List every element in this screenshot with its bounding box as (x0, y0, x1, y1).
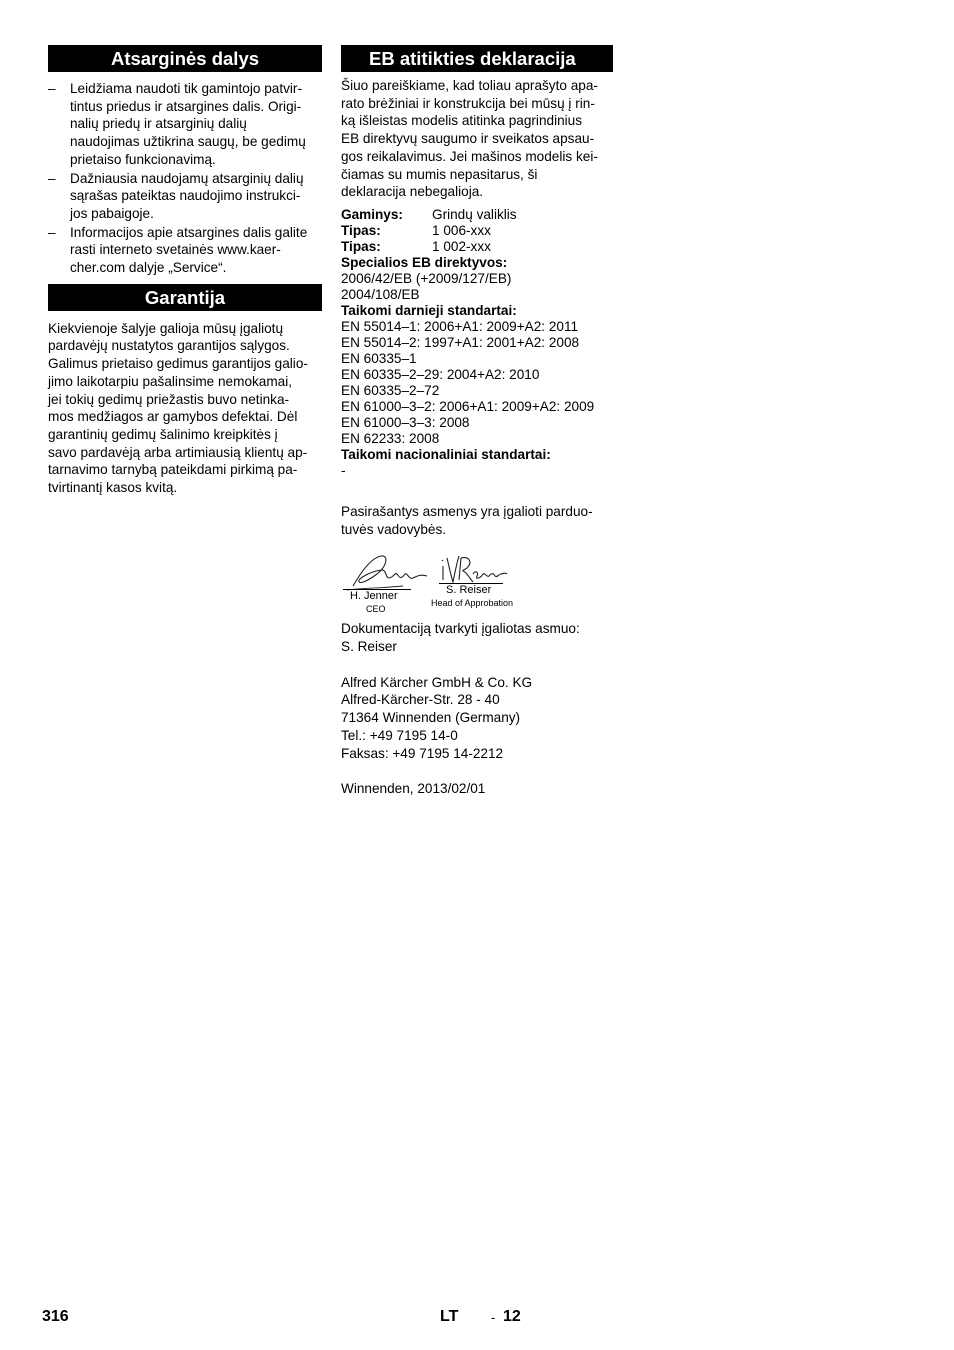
dash-bullet: – (48, 81, 56, 96)
section-page-number: 12 (503, 1308, 521, 1325)
product-details (341, 207, 613, 255)
type-row: Tipas: 1 002-xxx (341, 238, 491, 254)
signer-role: Head of Approbation (431, 598, 514, 609)
directives-block: Specialios EB direktyvos: 2006/42/EB (+2009/127/EB) 2004/108/EB (341, 254, 512, 302)
warranty-heading: Garantija (48, 284, 322, 311)
warranty-text: Kiekvienoje šalyje galioja mūsų įgaliotų pardavėjų nustatytos garantijos sąlygos. Galimus prietaiso gedimus garantijos galio- jimo laikotarpiu pašalinsime nemokamai, jei tokių gedimų priežastis buvo netinka- mos medžiagos ar gamybos defektai. Dėl garantinių gedimų šalinimo kreipkitės į savo pardavėją arba artimiausią klientų ap- tarnavimo tarnybą pateikdami pirkimą pa- tvirtinantį kasos kvitą. (48, 320, 308, 496)
spare-parts-heading: Atsarginės dalys (48, 45, 322, 72)
left-column (48, 45, 322, 497)
right-column (341, 45, 613, 798)
product-row: Gaminys: Grindų valiklis (341, 206, 517, 222)
signatures (341, 552, 613, 618)
signer-name: H. Jenner (350, 590, 398, 603)
harmonised-standards-block: Taikomi darnieji standartai: EN 55014–1: 2006+A1: 2009+A2: 2011 EN 55014–2: 1997+A1: 2001+A2: 2008 EN 60335–1 EN 60335–2–29: 2004+A2: 2010 EN 60335–2–72 EN 61000–3–2: 2006+A1: 2009+A2: 2009 EN 61000–3–3: 2008 EN 62233: 2008 (341, 302, 595, 446)
list-item: – Leidžiama naudoti tik gamintojo patvir- tintus priedus ir atsargines dalis. Origi- nalių priedų ir atsarginių dalių naudojimas užtikrina saugų, be gedimų prietaiso funkcionavimą. (48, 81, 306, 167)
signatories-note: Pasirašantys asmenys yra įgalioti parduo- tuvės vadovybės. (341, 503, 593, 537)
ec-declaration-heading: EB atitikties deklaracija (341, 45, 613, 72)
place-date: Winnenden, 2013/02/01 (341, 781, 486, 797)
signer-role: CEO (366, 604, 386, 615)
documentation-officer: Dokumentaciją tvarkyti įgaliotas asmuo: S. Reiser (341, 621, 580, 655)
list-item: – Dažniausia naudojamų atsarginių dalių sąrašas pateiktas naudojimo instrukci- jos pabaigoje. (48, 170, 304, 221)
type-row: Tipas: 1 006-xxx (341, 222, 491, 238)
page-number: 316 (42, 1308, 69, 1325)
company-address: Alfred Kärcher GmbH & Co. KG Alfred-Kärcher-Str. 28 - 40 71364 Winnenden (Germany) Tel.: +49 7195 14-0 Faksas: +49 7195 14-2212 (341, 674, 533, 761)
dash-bullet: – (48, 224, 56, 240)
spare-parts-list (48, 80, 322, 277)
declaration-intro: Šiuo pareiškiame, kad toliau aprašyto apa- rato brėžiniai ir konstrukcija bei mūsų į rin- ką išleistas modelis atitinka pagrindinius EB direktyvų saugumo ir sveikatos apsau- gos reikalavimus. Jei mašinos modelis kei- čiamas su mumis nepasitarus, ši deklaracija nebegalioja. (341, 78, 598, 200)
signature-jenner-image (343, 552, 433, 594)
signer-name: S. Reiser (446, 584, 492, 597)
national-standards-block: Taikomi nacionaliniai standartai: - (341, 446, 551, 478)
list-item: – Informacijos apie atsargines dalis galite rasti interneto svetainės www.kaer- cher.com dalyje „Service“. (48, 224, 308, 276)
dash-bullet: – (48, 170, 56, 186)
footer-dash: - (491, 1310, 496, 1325)
language-code: LT (440, 1308, 459, 1325)
